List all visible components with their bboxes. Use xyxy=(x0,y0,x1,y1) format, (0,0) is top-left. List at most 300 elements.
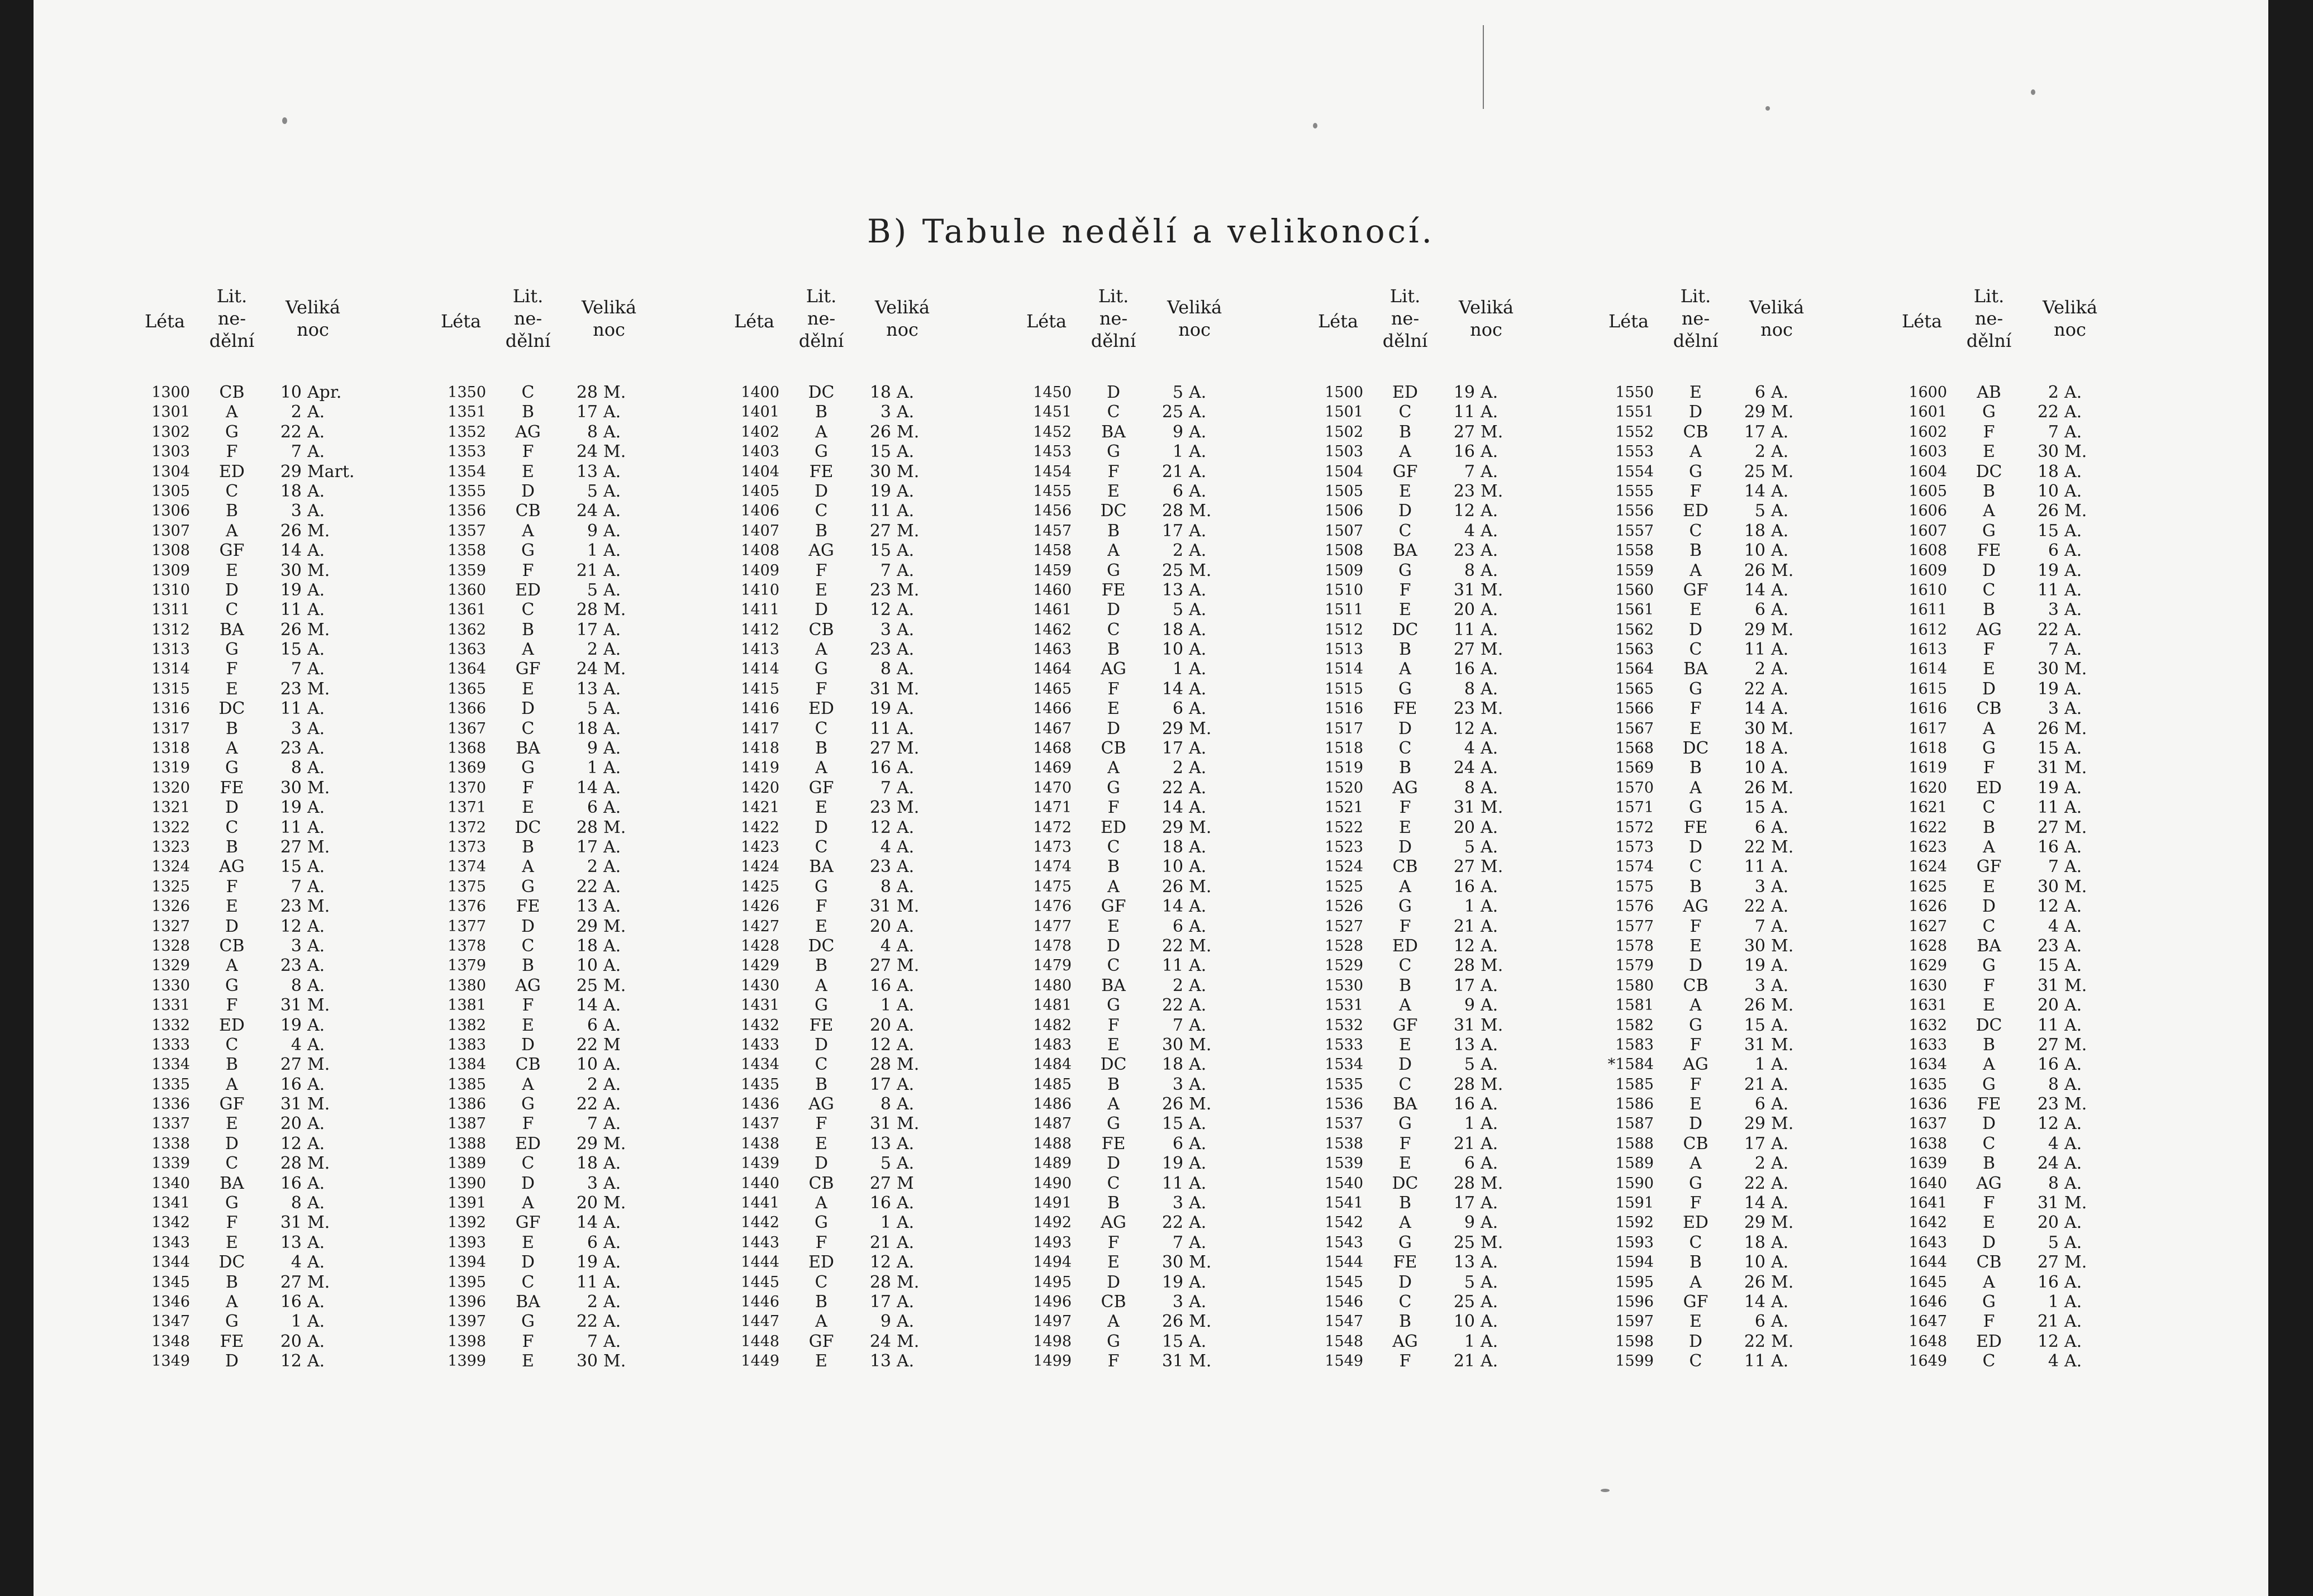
dominical-letter-cell: G xyxy=(225,975,239,995)
easter-month-cell: M. xyxy=(2064,975,2087,995)
table-row xyxy=(1603,719,1866,739)
year-cell: 1417 xyxy=(741,720,779,737)
year-cell: 1372 xyxy=(448,818,486,836)
easter-day-cell: 24 xyxy=(1453,758,1475,778)
easter-month-cell: M. xyxy=(603,383,626,402)
table-row xyxy=(729,1174,992,1193)
table-row xyxy=(1603,1114,1866,1133)
easter-month-cell: M. xyxy=(307,521,330,541)
easter-month-cell: A. xyxy=(2064,422,2082,442)
dominical-letter-cell: E xyxy=(522,1232,534,1252)
year-cell: 1603 xyxy=(1909,443,1947,461)
table-row xyxy=(1897,1114,2159,1133)
year-cell: 1421 xyxy=(741,799,779,817)
dominical-letter-cell: C xyxy=(521,600,535,620)
dominical-letter-cell: D xyxy=(1398,501,1412,521)
dominical-letter-cell: C xyxy=(521,718,535,739)
year-cell: 1424 xyxy=(741,858,779,876)
year-cell: 1376 xyxy=(448,898,486,916)
year-cell: 1613 xyxy=(1909,641,1947,659)
table-column xyxy=(1897,285,2159,1371)
dominical-letter-cell: C xyxy=(1398,1074,1412,1094)
dominical-letter-cell: F xyxy=(226,995,238,1016)
table-row xyxy=(1313,1035,1576,1055)
easter-month-cell: A. xyxy=(897,442,915,462)
easter-month-cell: M. xyxy=(1189,560,1212,580)
easter-day-cell: 19 xyxy=(1162,1272,1183,1292)
table-row xyxy=(729,877,992,897)
easter-month-cell: A. xyxy=(2064,620,2082,640)
easter-month-cell: A. xyxy=(307,1351,325,1371)
table-row xyxy=(1313,877,1576,897)
table-row xyxy=(1897,1134,2159,1154)
dominical-letter-cell: E xyxy=(226,560,238,580)
year-cell: 1318 xyxy=(151,740,190,757)
dominical-letter-cell: FE xyxy=(809,461,834,482)
year-cell: 1342 xyxy=(151,1214,190,1232)
dominical-letter-cell: A xyxy=(522,857,534,877)
year-cell: 1351 xyxy=(448,403,486,421)
year-cell: 1358 xyxy=(448,542,486,560)
table-row xyxy=(1313,1016,1576,1035)
easter-month-cell: M. xyxy=(1189,936,1212,956)
easter-day-cell: 30 xyxy=(1744,718,1765,739)
year-cell: 1410 xyxy=(741,581,779,599)
year-cell: 1507 xyxy=(1325,522,1363,540)
easter-day-cell: 7 xyxy=(1754,916,1765,936)
table-row xyxy=(436,976,698,995)
easter-day-cell: 15 xyxy=(869,541,891,561)
dominical-letter-cell: D xyxy=(1982,1114,1996,1134)
year-cell: 1609 xyxy=(1909,561,1947,579)
table-row xyxy=(1313,739,1576,758)
easter-day-cell: 5 xyxy=(1754,501,1765,521)
easter-day-cell: 11 xyxy=(2037,580,2059,600)
easter-month-cell: A. xyxy=(603,1015,621,1035)
table-row xyxy=(1603,798,1866,817)
year-cell: 1328 xyxy=(151,937,190,955)
year-cell: 1468 xyxy=(1033,740,1072,757)
table-row xyxy=(1021,877,1284,897)
easter-month-cell: A. xyxy=(1771,541,1789,561)
easter-day-cell: 31 xyxy=(280,1213,302,1233)
year-cell: 1453 xyxy=(1033,443,1072,461)
easter-day-cell: 15 xyxy=(1744,1015,1765,1035)
table-row xyxy=(1897,1273,2159,1292)
table-row xyxy=(1021,1035,1284,1055)
table-row xyxy=(1897,422,2159,442)
dominical-letter-cell: F xyxy=(1107,798,1120,818)
easter-month-cell: A. xyxy=(1189,739,1207,759)
table-row xyxy=(1021,1134,1284,1154)
easter-month-cell: M. xyxy=(307,560,330,580)
year-cell: 1321 xyxy=(151,799,190,817)
easter-month-cell: A. xyxy=(1771,1232,1789,1252)
year-cell: 1587 xyxy=(1615,1115,1654,1133)
easter-month-cell: A. xyxy=(1771,640,1789,660)
easter-day-cell: 10 xyxy=(1453,1312,1475,1332)
table-row xyxy=(729,798,992,817)
year-cell: 1311 xyxy=(151,601,190,619)
easter-day-cell: 4 xyxy=(291,1252,302,1273)
dominical-letter-cell: E xyxy=(815,1133,827,1154)
easter-month-cell: A. xyxy=(2064,857,2082,877)
year-cell: 1647 xyxy=(1909,1313,1947,1331)
easter-month-cell: M. xyxy=(1771,936,1794,956)
easter-month-cell: A. xyxy=(2064,461,2082,482)
dominical-letter-cell: A xyxy=(815,1193,827,1213)
easter-month-cell: M. xyxy=(1189,817,1212,837)
easter-day-cell: 7 xyxy=(880,778,891,798)
dominical-letter-cell: ED xyxy=(1392,383,1418,402)
table-row xyxy=(1313,837,1576,857)
easter-month-cell: A. xyxy=(1771,383,1789,402)
year-cell: 1419 xyxy=(741,759,779,777)
table-row xyxy=(1897,699,2159,718)
dominical-letter-cell: GF xyxy=(808,1331,834,1351)
dominical-letter-cell: D xyxy=(521,481,535,501)
table-row xyxy=(140,580,402,600)
year-cell: 1382 xyxy=(448,1016,486,1034)
easter-month-cell: A. xyxy=(1481,916,1498,936)
easter-day-cell: 19 xyxy=(1744,956,1765,976)
easter-day-cell: 10 xyxy=(1744,758,1765,778)
easter-month-cell: M. xyxy=(897,1114,920,1134)
year-cell: 1395 xyxy=(448,1273,486,1291)
easter-day-cell: 8 xyxy=(880,1094,891,1114)
easter-day-cell: 1 xyxy=(587,541,598,561)
year-cell: 1607 xyxy=(1909,522,1947,540)
easter-day-cell: 2 xyxy=(1754,659,1765,679)
table-row xyxy=(140,1252,402,1272)
easter-day-cell: 22 xyxy=(1162,936,1183,956)
year-cell: 1484 xyxy=(1033,1056,1072,1074)
year-cell: 1474 xyxy=(1033,858,1072,876)
easter-day-cell: 30 xyxy=(2037,876,2059,897)
table-row xyxy=(1313,1273,1576,1292)
year-cell: 1475 xyxy=(1033,878,1072,895)
easter-day-cell: 21 xyxy=(2037,1312,2059,1332)
dominical-letter-cell: ED xyxy=(1683,501,1708,521)
table-row xyxy=(436,877,698,897)
easter-day-cell: 3 xyxy=(1754,876,1765,897)
table-row xyxy=(729,1292,992,1312)
year-cell: 1649 xyxy=(1909,1352,1947,1370)
table-row xyxy=(1021,1213,1284,1232)
year-cell: 1394 xyxy=(448,1254,486,1271)
easter-month-cell: M. xyxy=(1481,481,1503,501)
table-row xyxy=(1313,501,1576,521)
year-cell: 1402 xyxy=(741,423,779,441)
easter-day-cell: 16 xyxy=(2037,1272,2059,1292)
dominical-letter-cell: E xyxy=(1107,1252,1120,1273)
easter-day-cell: 20 xyxy=(280,1114,302,1134)
dominical-letter-cell: A xyxy=(1107,758,1120,778)
year-cell: 1337 xyxy=(151,1115,190,1133)
dominical-letter-cell: D xyxy=(1982,1232,1996,1252)
dominical-letter-cell: G xyxy=(1107,560,1120,580)
easter-day-cell: 2 xyxy=(291,402,302,422)
dominical-letter-cell: C xyxy=(1398,402,1412,422)
dominical-letter-cell: FE xyxy=(220,1331,244,1351)
year-cell: 1377 xyxy=(448,917,486,935)
table-row xyxy=(1313,1252,1576,1272)
table-row xyxy=(436,1075,698,1094)
table-row xyxy=(1021,1233,1284,1252)
easter-day-cell: 4 xyxy=(1464,521,1475,541)
easter-month-cell: M. xyxy=(1771,778,1794,798)
dominical-letter-cell: AG xyxy=(1101,659,1126,679)
easter-month-cell: M. xyxy=(1771,837,1794,857)
dominical-letter-cell: F xyxy=(1983,640,1995,660)
dominical-letter-cell: F xyxy=(1983,758,1995,778)
year-cell: *1584 xyxy=(1607,1056,1654,1074)
easter-day-cell: 19 xyxy=(576,1252,598,1273)
table-row xyxy=(436,1273,698,1292)
year-cell: 1346 xyxy=(151,1293,190,1311)
dominical-letter-cell: A xyxy=(815,640,827,660)
easter-day-cell: 7 xyxy=(1464,461,1475,482)
table-row xyxy=(1021,1154,1284,1173)
dominical-letter-cell: E xyxy=(1689,600,1702,620)
year-cell: 1439 xyxy=(741,1155,779,1173)
year-cell: 1363 xyxy=(448,641,486,659)
year-cell: 1528 xyxy=(1325,937,1363,955)
easter-day-cell: 5 xyxy=(1464,1272,1475,1292)
easter-month-cell: M. xyxy=(2064,501,2087,521)
easter-month-cell: A. xyxy=(897,560,915,580)
easter-day-cell: 13 xyxy=(576,679,598,699)
easter-day-cell: 11 xyxy=(280,600,302,620)
easter-month-cell: A. xyxy=(603,1055,621,1075)
dominical-letter-cell: B xyxy=(1107,857,1120,877)
dominical-letter-cell: G xyxy=(1107,995,1120,1016)
easter-month-cell: A. xyxy=(307,975,325,995)
year-cell: 1629 xyxy=(1909,957,1947,975)
easter-month-cell: A. xyxy=(897,1312,915,1332)
table-row xyxy=(1897,580,2159,600)
table-row xyxy=(1021,936,1284,956)
easter-day-cell: 25 xyxy=(576,975,598,995)
year-cell: 1451 xyxy=(1033,403,1072,421)
dominical-letter-cell: D xyxy=(814,1154,829,1174)
table-column xyxy=(140,285,402,1371)
year-cell: 1563 xyxy=(1615,641,1654,659)
table-row xyxy=(729,561,992,580)
easter-month-cell: M. xyxy=(603,600,626,620)
year-cell: 1626 xyxy=(1909,898,1947,916)
easter-day-cell: 7 xyxy=(2048,640,2059,660)
dominical-letter-cell: E xyxy=(1983,1213,1995,1233)
easter-day-cell: 19 xyxy=(280,1015,302,1035)
easter-month-cell: A. xyxy=(897,995,915,1016)
table-row xyxy=(1603,1035,1866,1055)
table-row xyxy=(1897,1233,2159,1252)
easter-day-cell: 15 xyxy=(280,640,302,660)
table-row xyxy=(1603,1312,1866,1331)
year-cell: 1387 xyxy=(448,1115,486,1133)
year-cell: 1401 xyxy=(741,403,779,421)
year-cell: 1541 xyxy=(1325,1194,1363,1212)
table-row xyxy=(1021,383,1284,402)
easter-day-cell: 14 xyxy=(1744,580,1765,600)
year-cell: 1509 xyxy=(1325,561,1363,579)
dominical-letter-cell: CB xyxy=(808,620,834,640)
dominical-letter-cell: F xyxy=(522,778,534,798)
easter-day-cell: 22 xyxy=(2037,620,2059,640)
easter-day-cell: 10 xyxy=(2037,481,2059,501)
easter-day-cell: 31 xyxy=(280,995,302,1016)
easter-month-cell: A. xyxy=(897,1351,915,1371)
year-cell: 1418 xyxy=(741,740,779,757)
easter-day-cell: 24 xyxy=(869,1331,891,1351)
dominical-letter-cell: C xyxy=(815,718,828,739)
year-cell: 1488 xyxy=(1033,1135,1072,1152)
easter-month-cell: A. xyxy=(897,659,915,679)
table-row xyxy=(140,877,402,897)
easter-day-cell: 23 xyxy=(280,956,302,976)
easter-day-cell: 29 xyxy=(1744,1213,1765,1233)
easter-month-cell: A. xyxy=(603,1252,621,1273)
dominical-letter-cell: F xyxy=(1689,1074,1702,1094)
easter-month-cell: M. xyxy=(1771,560,1794,580)
table-row xyxy=(1021,640,1284,659)
year-cell: 1322 xyxy=(151,818,190,836)
easter-day-cell: 30 xyxy=(1744,936,1765,956)
easter-day-cell: 5 xyxy=(2048,1232,2059,1252)
dominical-letter-cell: C xyxy=(225,1035,239,1055)
easter-day-cell: 26 xyxy=(1162,876,1183,897)
dominical-letter-cell: D xyxy=(814,1035,829,1055)
table-row xyxy=(1603,837,1866,857)
table-row xyxy=(1603,936,1866,956)
table-row xyxy=(1897,620,2159,640)
year-cell: 1539 xyxy=(1325,1155,1363,1173)
table-header xyxy=(436,285,698,383)
year-cell: 1556 xyxy=(1615,502,1654,520)
easter-month-cell: A. xyxy=(1189,916,1207,936)
dominical-letter-cell: C xyxy=(1398,521,1412,541)
easter-day-cell: 1 xyxy=(291,1312,302,1332)
easter-month-cell: A. xyxy=(1771,1173,1789,1193)
table-row xyxy=(1313,541,1576,560)
year-cell: 1464 xyxy=(1033,660,1072,678)
table-row xyxy=(436,521,698,541)
table-row xyxy=(1603,402,1866,422)
easter-day-cell: 31 xyxy=(2037,1193,2059,1213)
easter-month-cell: A. xyxy=(1189,1133,1207,1154)
dominical-letter-cell: D xyxy=(1982,897,1996,917)
easter-month-cell: A. xyxy=(1189,383,1207,402)
year-cell: 1365 xyxy=(448,680,486,698)
year-cell: 1472 xyxy=(1033,818,1072,836)
easter-month-cell: M. xyxy=(2064,817,2087,837)
easter-day-cell: 14 xyxy=(1744,1193,1765,1213)
easter-day-cell: 5 xyxy=(1464,837,1475,857)
table-row xyxy=(729,501,992,521)
table-row xyxy=(1313,640,1576,659)
dominical-letter-cell: B xyxy=(225,837,239,857)
year-cell: 1605 xyxy=(1909,482,1947,500)
table-row xyxy=(140,501,402,521)
easter-month-cell: A. xyxy=(897,402,915,422)
table-row xyxy=(140,956,402,975)
easter-day-cell: 12 xyxy=(280,1351,302,1371)
easter-month-cell: A. xyxy=(307,640,325,660)
easter-day-cell: 22 xyxy=(1744,897,1765,917)
easter-day-cell: 29 xyxy=(1744,620,1765,640)
easter-day-cell: 23 xyxy=(1453,481,1475,501)
easter-month-cell: A. xyxy=(1189,1074,1207,1094)
easter-month-cell: M. xyxy=(2064,718,2087,739)
easter-day-cell: 30 xyxy=(1162,1035,1183,1055)
year-cell: 1310 xyxy=(151,581,190,599)
easter-month-cell: A. xyxy=(1189,422,1207,442)
easter-day-cell: 26 xyxy=(1744,560,1765,580)
easter-month-cell: A. xyxy=(1481,521,1498,541)
table-row xyxy=(1021,739,1284,758)
dominical-letter-cell: A xyxy=(522,640,534,660)
year-cell: 1315 xyxy=(151,680,190,698)
easter-month-cell: A. xyxy=(2064,521,2082,541)
easter-month-cell: A. xyxy=(307,876,325,897)
table-row xyxy=(1021,778,1284,798)
table-row xyxy=(140,837,402,857)
easter-day-cell: 31 xyxy=(869,1114,891,1134)
dominical-letter-cell: DC xyxy=(1976,461,2002,482)
easter-month-cell: A. xyxy=(1189,659,1207,679)
easter-day-cell: 19 xyxy=(1453,383,1475,402)
table-row xyxy=(729,521,992,541)
table-row xyxy=(140,897,402,916)
easter-month-cell: M. xyxy=(2064,876,2087,897)
year-cell: 1404 xyxy=(741,463,779,480)
dominical-letter-cell: AG xyxy=(808,541,834,561)
year-cell: 1628 xyxy=(1909,937,1947,955)
easter-day-cell: 3 xyxy=(2048,600,2059,620)
dominical-letter-cell: BA xyxy=(1101,975,1126,995)
dominical-letter-cell: CB xyxy=(1683,1133,1708,1154)
easter-month-cell: A. xyxy=(603,936,621,956)
easter-day-cell: 23 xyxy=(280,739,302,759)
easter-month-cell: A. xyxy=(307,1015,325,1035)
table-row xyxy=(1603,1134,1866,1154)
dominical-letter-cell: C xyxy=(815,837,828,857)
easter-month-cell: A. xyxy=(2064,778,2082,798)
easter-month-cell: M. xyxy=(897,1331,920,1351)
table-row xyxy=(1021,995,1284,1015)
table-row xyxy=(436,402,698,422)
year-cell: 1582 xyxy=(1615,1016,1654,1034)
table-row xyxy=(1897,402,2159,422)
easter-month-cell: A. xyxy=(307,1292,325,1312)
table-row xyxy=(729,818,992,837)
easter-month-cell: M. xyxy=(1481,1074,1503,1094)
dominical-letter-cell: G xyxy=(1398,897,1412,917)
table-row xyxy=(1897,1332,2159,1351)
easter-month-cell: A. xyxy=(897,1213,915,1233)
dominical-letter-cell: B xyxy=(521,837,535,857)
table-row xyxy=(436,1016,698,1035)
easter-month-cell: A. xyxy=(897,778,915,798)
dominical-letter-cell: C xyxy=(1689,857,1702,877)
year-cell: 1506 xyxy=(1325,502,1363,520)
year-cell: 1573 xyxy=(1615,838,1654,856)
year-cell: 1361 xyxy=(448,601,486,619)
easter-month-cell: A. xyxy=(2064,541,2082,561)
easter-month-cell: A. xyxy=(2064,679,2082,699)
table-row xyxy=(1313,897,1576,916)
